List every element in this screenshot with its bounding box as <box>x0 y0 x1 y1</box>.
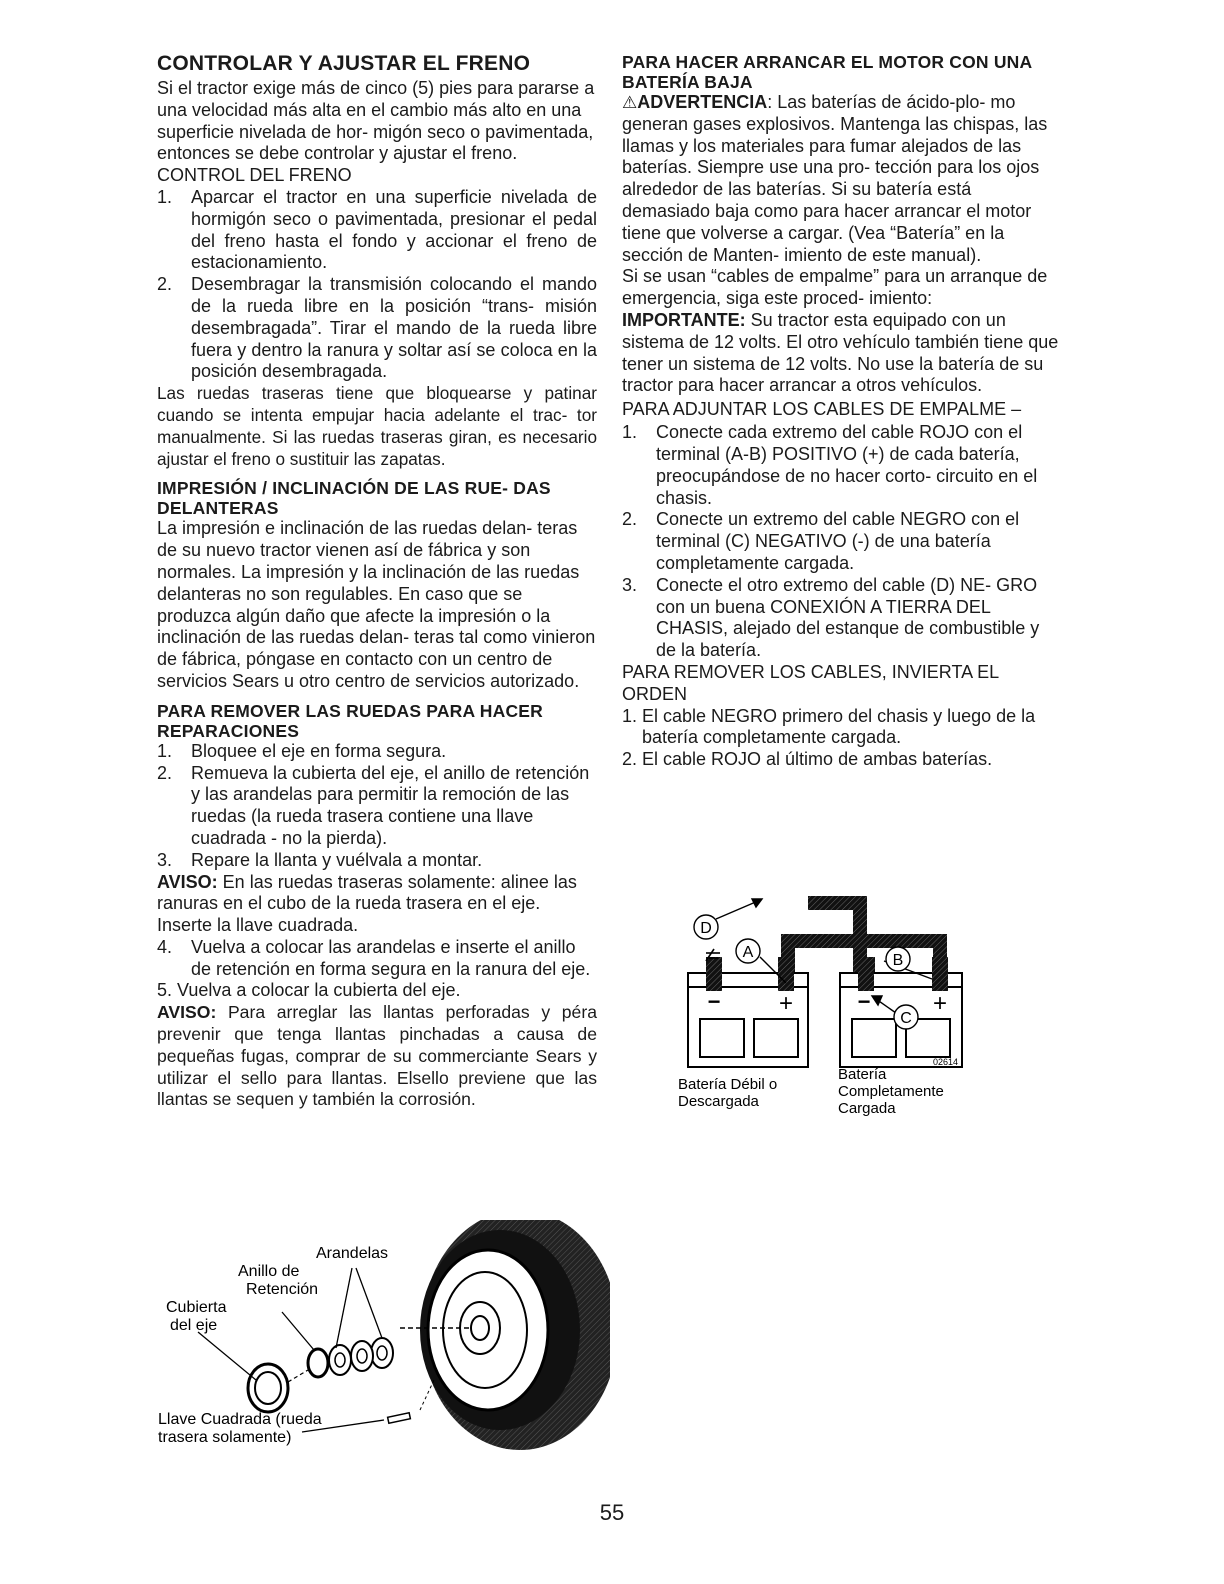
aviso-square-key: AVISO: En las ruedas traseras solamente: alinee las ranuras en el cubo de la rueda trasera en el eje. Inserte la llave cuadrada. <box>157 871 577 936</box>
remove-wheels-step5: 5. Vuelva a colocar la cubierta del eje. <box>157 980 461 1001</box>
axle-cap-illustration <box>248 1364 308 1412</box>
jump-intro: Si se usan “cables de empalme” para un arranque de emergencia, siga este proced- imiento: <box>622 266 1048 309</box>
list-item: 1. Bloquee el eje en forma segura. <box>157 740 447 761</box>
battery-jump-figure <box>670 895 990 1125</box>
list-item: 4. Vuelva a colocar las arandelas e inserte el anillo de retención en forma segura en la ranura del eje. <box>157 936 591 979</box>
list-item: 3. Repare la llanta y vuélvala a montar. <box>157 849 483 870</box>
brake-steps-list <box>157 187 597 383</box>
attach-cables-heading: PARA ADJUNTAR LOS CABLES DE EMPALME – <box>622 399 1022 420</box>
retaining-ring-illustration <box>308 1349 328 1377</box>
label-anillo-2: Retención <box>246 1281 319 1298</box>
left-column <box>157 52 597 1111</box>
list-item: 1. El cable NEGRO primero del chasis y luego de la batería completamente cargada. <box>622 705 1036 748</box>
callout-b: B <box>892 952 904 969</box>
caption-full-3: Cargada <box>838 1100 896 1117</box>
washers-illustration <box>329 1338 393 1375</box>
label-llave-1: Llave Cuadrada (rueda <box>158 1411 322 1428</box>
brake-note: Las ruedas traseras tiene que bloquearse y patinar cuando se intenta empujar hacia adelante el trac- tor manualmente. Si las ruedas traseras giran, es necesario ajustar el freno o sustituir las zapatas. <box>157 383 597 469</box>
tire-illustration <box>400 1220 610 1450</box>
label-llave-2: trasera solamente) <box>158 1429 292 1446</box>
jump-start-title: PARA HACER ARRANCAR EL MOTOR CON UNA BATERÍA BAJA <box>622 52 1032 92</box>
remove-wheels-title: PARA REMOVER LAS RUEDAS PARA HACER REPARACIONES <box>157 700 543 741</box>
minus-terminal-charged: − <box>857 989 871 1014</box>
brake-control-subhead: CONTROL DEL FRENO <box>157 165 352 186</box>
brake-section-title: CONTROLAR Y AJUSTAR EL FRENO <box>157 52 531 75</box>
remove-steps-list <box>622 706 1062 771</box>
plus-terminal-weak: + <box>778 990 794 1017</box>
warning-icon: ⚠ <box>622 93 638 112</box>
wheel-alignment-body: La impresión e inclinación de las ruedas delan- teras de su nuevo tractor vienen así de fábrica y son normales. La impresión y la inclinación de las ruedas delanteras no son regulables. En caso que se produzca algún daño que afecte la impresión o la inclinación de las ruedas delan- teras tal como vinieron de fábrica, póngase en contacto con un centro de servicios Sears u otro centro de servicios autorizado. <box>157 518 596 691</box>
wheel-alignment-title: IMPRESIÓN / INCLINACIÓN DE LAS RUE- DAS DELANTERAS <box>157 478 551 519</box>
wheel-assembly-figure <box>150 1220 610 1460</box>
label-cubierta-1: Cubierta <box>166 1299 227 1316</box>
page-number: 55 <box>599 1500 625 1525</box>
square-key-illustration <box>388 1380 434 1423</box>
remove-wheels-step4 <box>157 937 597 981</box>
aviso-tire-sealant: AVISO: Para arreglar las llantas perforadas y péra prevenir que tenga llantas pinchadas a causa de pequeñas fugas, comprar de su commerciante Sears y utilizar el sello para llantas. Elsello previene que las llantas se sequen y también la corrosión. <box>157 1002 597 1110</box>
label-anillo-1: Anillo de <box>238 1263 300 1280</box>
remove-wheels-steps <box>157 741 597 872</box>
label-arandelas: Arandelas <box>316 1245 389 1262</box>
right-column <box>622 52 1062 771</box>
list-item: 2. Desembragar la transmisión colocando el mando de la rueda libre en la posición “trans- misión desembragada”. Tirar el mando de la rueda libre fuera y dentro la ranura y soltar así se coloca en la posición desembragada. <box>157 274 597 382</box>
list-item: 2. Conecte un extremo del cable NEGRO con el terminal (C) NEGATIVO (-) de una batería completamente cargada. <box>622 509 1020 573</box>
callout-a: A <box>742 944 754 961</box>
caption-weak-1: Batería Débil o <box>678 1076 778 1093</box>
minus-terminal-weak: − <box>707 989 721 1014</box>
figure-code: 02614 <box>932 1057 958 1067</box>
warning-paragraph: ⚠ADVERTENCIA: Las baterías de ácido-plo- mo generan gases explosivos. Mantenga las chispas, las llamas y los materiales para fumar alejados de las baterías. Siempre use una pro- tección para los ojos alrededor de las baterías. Si su batería está demasiado baja como para hacer arrancar el motor tiene que volverse a cargar. (Vea “Batería” en la sección de Manten- imiento de este manual). <box>622 92 1048 265</box>
brake-intro: Si el tractor exige más de cinco (5) pies para pararse a una velocidad más alta en el cambio más alto en una superficie nivelada de hor- migón seco o pavimentada, entonces se debe controlar y ajustar el freno. <box>157 78 595 164</box>
list-item: 2. Remueva la cubierta del eje, el anillo de retención y las arandelas para permitir la remoción de las ruedas (la rueda trasera contiene una llave cuadrada - no la pierda). <box>157 762 590 848</box>
callout-c: C <box>900 1010 912 1027</box>
caption-full-2: Completamente <box>838 1083 944 1100</box>
attach-steps-list <box>622 422 1062 662</box>
caption-weak-2: Descargada <box>678 1093 759 1110</box>
list-item: 2. El cable ROJO al último de ambas baterías. <box>622 749 993 770</box>
label-cubierta-2: del eje <box>170 1317 218 1334</box>
list-item: 3. Conecte el otro extremo del cable (D) NE- GRO con un buena CONEXIÓN A TIERRA DEL CHASIS, alejado del estanque de combustible y de la batería. <box>622 574 1040 661</box>
caption-full-1: Batería <box>838 1066 887 1083</box>
list-item: 1. Conecte cada extremo del cable ROJO con el terminal (A-B) POSITIVO (+) de cada batería, preocupándose de no hacer corto- circuito en el chasis. <box>622 422 1038 508</box>
remove-cables-heading: PARA REMOVER LOS CABLES, INVIERTA EL ORDEN <box>622 661 999 704</box>
list-item: 1. Aparcar el tractor en una superficie nivelada de hormigón seco o pavimentada, presionar el pedal del freno hasta el fondo y accionar el freno de estacionamiento. <box>157 186 597 273</box>
important-note: IMPORTANTE: Su tractor esta equipado con un sistema de 12 volts. El otro vehículo también tiene que tener un sistema de 12 volts. No use la batería de su tractor para hacer arrancar a otros vehículos. <box>622 309 1059 396</box>
callout-d: D <box>700 920 712 937</box>
plus-terminal-charged: + <box>932 990 948 1017</box>
